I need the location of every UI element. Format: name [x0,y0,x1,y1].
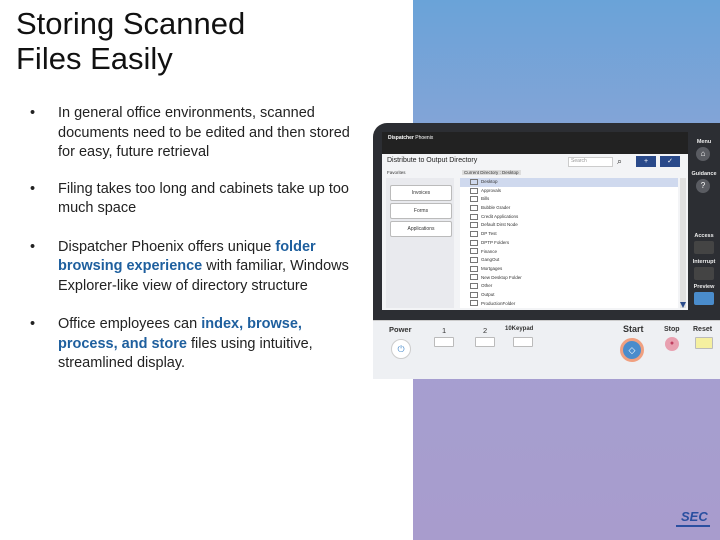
folder-row[interactable] [460,239,678,248]
folder-icon [470,292,478,298]
bullet-list [30,104,360,374]
interrupt-button[interactable] [694,267,714,280]
touch-screen [382,132,688,310]
folder-label: Credit Applications [481,213,519,219]
folder-label: DP Test [481,231,497,237]
bullet-highlight: index, browse, process, and store [58,316,302,352]
bullet-text-post: with familiar, Windows Explorer-like view of directory structure [58,258,349,294]
current-directory-value: Desktop [502,170,519,175]
app-subname: Phoenix [415,135,434,141]
bullet-text-post: files using intuitive, streamlined display. [58,335,313,371]
folder-row[interactable] [460,195,678,204]
key-1-label: 1 [442,326,447,335]
help-icon[interactable]: ? [696,179,710,193]
folder-icon [470,266,478,272]
bullet-dot: • [30,180,36,197]
bullet-text: In general office environments, scanned documents need to be edited and then stored for easy, future retrieval [58,105,350,160]
folder-row[interactable] [460,187,678,196]
guidance-label: Guidance [691,171,717,177]
folder-row[interactable] [460,213,678,222]
folder-row[interactable] [460,265,678,274]
folder-tree [460,178,678,308]
folder-scrollbar[interactable] [680,178,686,308]
bullet-text-pre: Office employees can [58,316,202,332]
search-input[interactable]: Search [568,157,613,167]
folder-row[interactable] [460,178,678,187]
folder-row[interactable] [460,221,678,230]
bullet-dot: • [30,105,36,121]
access-label: Access [694,233,714,239]
power-icon[interactable]: ⏻ [391,339,411,359]
folder-icon [470,214,478,220]
access-button[interactable] [694,241,714,254]
interrupt-label: Interrupt [692,259,716,265]
folder-icon [470,179,478,185]
folder-label: Desktop [481,179,498,184]
screen-header [382,132,688,154]
app-name: Dispatcher [388,135,414,141]
folder-label: Bubble Grader [481,205,511,211]
stop-label: Stop [664,326,680,333]
power-label: Power [389,325,412,334]
menu-label: Menu [696,139,712,145]
bullet-item [30,104,360,163]
folder-label: Output [481,291,495,297]
key-2-label: 2 [483,326,488,335]
folder-icon [470,240,478,246]
folder-icon [470,205,478,211]
folder-label: GangOut [481,257,500,263]
folder-row[interactable] [460,230,678,239]
keypad-label: 10Keypad [505,326,534,332]
folder-row[interactable] [460,291,678,300]
current-directory-label: Current Directory : [464,170,501,175]
preview-label: Preview [693,284,715,290]
folder-icon [470,248,478,254]
folder-label: New Desktop Folder [481,274,522,280]
folder-label: Finance [481,248,498,254]
folder-row[interactable] [460,248,678,257]
reset-label: Reset [693,326,713,333]
folder-label: ProductionFolder [481,300,516,306]
title-line-1: Storing Scanned [16,6,246,41]
folder-row[interactable] [460,204,678,213]
reset-button[interactable] [695,337,713,349]
bullet-item [30,315,360,374]
favorite-button-invoices[interactable]: Invoices [390,185,452,201]
panel-base [373,320,720,379]
folder-icon [470,300,478,306]
folder-label: Mortgages [481,265,503,271]
folder-label: Bills [481,196,490,202]
folder-icon [470,196,478,202]
panel-bezel [373,123,720,320]
title-line-2: Files Easily [16,41,173,76]
favorite-button-applications[interactable]: Applications [390,221,452,237]
preview-button[interactable] [694,292,714,305]
bullet-text-pre: Dispatcher Phoenix offers unique [58,238,276,255]
current-directory [462,170,521,175]
key-1-button[interactable] [434,337,454,347]
folder-row[interactable] [460,256,678,265]
folder-row[interactable] [460,300,678,308]
home-icon[interactable]: ⌂ [696,147,710,161]
sec-logo-underline [676,525,710,527]
folder-label: DPTP Folders [481,239,510,245]
start-button[interactable]: ◇ [620,338,644,362]
bullet-highlight: folder browsing experience [58,238,316,274]
favorites-sidebar [386,178,454,308]
slide-title [16,6,245,76]
folder-icon [470,222,478,228]
folder-icon [470,188,478,194]
ok-check-button[interactable]: ✓ [660,156,680,167]
keypad-button[interactable] [513,337,533,347]
search-icon[interactable]: ⌕ [617,156,623,166]
folder-row[interactable] [460,274,678,283]
folder-icon [470,274,478,280]
folder-icon [470,283,478,289]
folder-label: Approvals [481,187,502,193]
mfp-control-panel [373,123,720,378]
favorites-tab[interactable]: Favorites [387,170,406,175]
bullet-text: Filing takes too long and cabinets take up too much space [58,180,349,216]
folder-row[interactable] [460,282,678,291]
stop-button[interactable]: ● [665,337,679,351]
scroll-down-icon[interactable] [680,302,686,308]
bullet-item [30,238,360,297]
bullet-dot: • [30,238,36,255]
new-folder-button[interactable]: + [636,156,656,167]
favorite-button-forms[interactable]: Forms [390,203,452,219]
sec-logo: SEC [681,509,708,524]
bullet-item [30,180,360,219]
folder-label: Default Dirst Node [481,222,518,228]
folder-icon [470,231,478,237]
key-2-button[interactable] [475,337,495,347]
folder-icon [470,257,478,263]
screen-title: Distribute to Output Directory [387,157,478,164]
folder-label: Other [481,283,493,289]
start-label: Start [623,324,644,334]
bullet-dot: • [30,316,36,332]
